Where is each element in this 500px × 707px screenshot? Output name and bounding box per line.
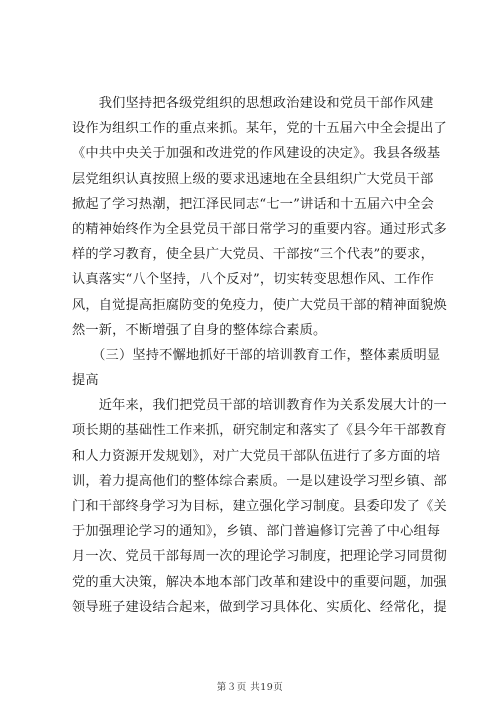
page-number: 第３页 共19页: [216, 682, 284, 693]
paragraph-line: 认真落实“八个坚持，八个反对”，切实转变思想作风、工作作: [72, 272, 434, 288]
paragraph-line: 门和干部终身学习为目标，建立强化学习制度。县委印发了《关: [72, 499, 447, 514]
paragraph-line: 项长期的基础性工作来抓，研究制定和落实了《县今年干部教育: [72, 423, 447, 439]
paragraph-line: 样的学习教育，使全县广大党员、干部按“三个代表”的要求，: [72, 247, 434, 263]
paragraph-line: 月一次、党员干部每周一次的理论学习制度，把理论学习同贯彻: [72, 549, 447, 565]
paragraph-line: 训，着力提高他们的整体综合素质。一是以建设学习型乡镇、部: [72, 473, 447, 489]
paragraph-line: 于加强理论学习的通知》，乡镇、部门普遍修订完善了中心组每: [72, 524, 441, 540]
paragraph-line: 设作为组织工作的重点来抓。某年，党的十五届六中全会提出了: [72, 121, 447, 137]
section-heading-line: （三）坚持不懈地抓好干部的培训教育工作，整体素质明显: [72, 347, 441, 363]
paragraph-line: 领导班子建设结合起来，做到学习具体化、实质化、经常化，提: [72, 599, 447, 615]
paragraph-line: 然一新，不断增强了自身的整体综合素质。: [72, 322, 327, 338]
paragraph-line: 《中共中央关于加强和改进党的作风建设的决定》。我县各级基: [72, 146, 441, 162]
paragraph-line: 党的重大决策，解决本地本部门改革和建设中的重要问题，加强: [72, 574, 447, 590]
paragraph-line: 和人力资源开发规划》，对广大党员干部队伍进行了多方面的培: [72, 448, 441, 464]
paragraph-line: 的精神始终作为全县党员干部日常学习的重要内容。通过形式多: [72, 221, 447, 237]
section-heading-line: 提高: [72, 373, 99, 389]
paragraph-line: 掀起了学习热潮，把江泽民同志“七一”讲话和十五届六中全会: [72, 196, 434, 212]
paragraph-line: 我们坚持把各级党组织的思想政治建设和党员干部作风建: [72, 96, 434, 111]
paragraph-line: 层党组织认真按照上级的要求迅速地在全县组织广大党员干部: [72, 171, 434, 187]
paragraph-line: 风，自觉提高拒腐防变的免疫力，使广大党员干部的精神面貌焕: [72, 297, 447, 313]
paragraph-line: 近年来，我们把党员干部的培训教育作为关系发展大计的一: [72, 398, 447, 414]
document-body: [72, 91, 447, 620]
